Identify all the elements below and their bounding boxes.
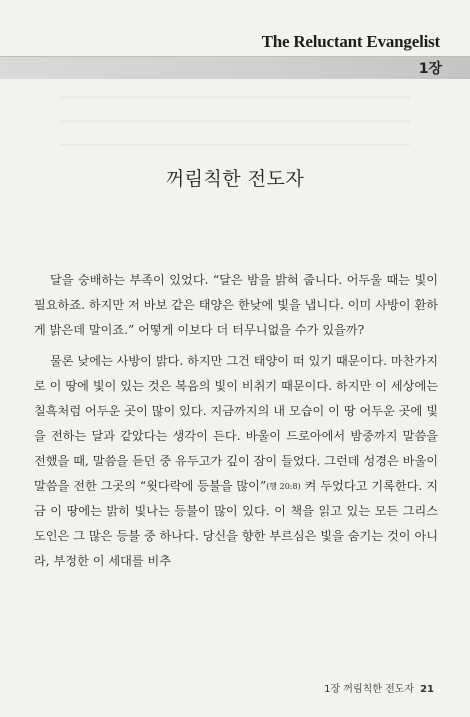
paragraph-2-part-a: 물론 낮에는 사방이 밝다. 하지만 그건 태양이 떠 있기 때문이다. 마찬가지로 이 땅에 빛이 있는 것은 복음의 빛이 비취기 때문이다. 하지만 이 세상에는 칠흑처럼 어두운 곳이 많이 있다. 지금까지의 내 모습이 이 땅 어두운 곳에 빛을 전하는 달과 같았다는 생각이 든다. 바울이 드로아에서 밤중까지 말씀을 전했을 때, 말씀을 듣던 중 유두고가 깊이 잠이 들었다. 그런데 성경은 바울이 말씀을 전한 그곳의 “윗다락에 등불을 많이” bbox=[34, 354, 438, 493]
page-footer bbox=[324, 680, 434, 695]
page-number: 21 bbox=[420, 684, 434, 695]
body-text bbox=[34, 268, 438, 580]
paragraph-2 bbox=[34, 349, 438, 574]
chapter-heading: 꺼림칙한 전도자 bbox=[165, 168, 305, 190]
paragraph-2-part-b: 켜 두었다고 기록한다. 지금 이 땅에는 밝히 빛나는 등불이 많이 있다. 이 책을 읽고 있는 모든 그리스도인은 그 많은 등불 중 하나다. 당신을 향한 부르심은 빛을 숨기는 것이 아니라, 부정한 이 세대를 비추 bbox=[34, 479, 438, 568]
paragraph-1: 달을 숭배하는 부족이 있었다. “달은 밤을 밝혀 줍니다. 어두울 때는 빛이 필요하죠. 하지만 저 바보 같은 태양은 한낮에 빛을 냅니다. 이미 사방이 환하게 밝은데 말이죠.” 어떻게 이보다 더 터무니없을 수가 있을까? bbox=[34, 273, 438, 337]
chapter-tag: 1장 bbox=[418, 61, 442, 77]
scripture-reference: (행 20:8) bbox=[266, 482, 301, 491]
chapter-band bbox=[0, 56, 470, 79]
faded-bleedthrough-text bbox=[60, 86, 410, 146]
footer-section-title: 1장 꺼림칙한 전도자 bbox=[324, 684, 415, 695]
running-title: The Reluctant Evangelist bbox=[261, 32, 440, 51]
